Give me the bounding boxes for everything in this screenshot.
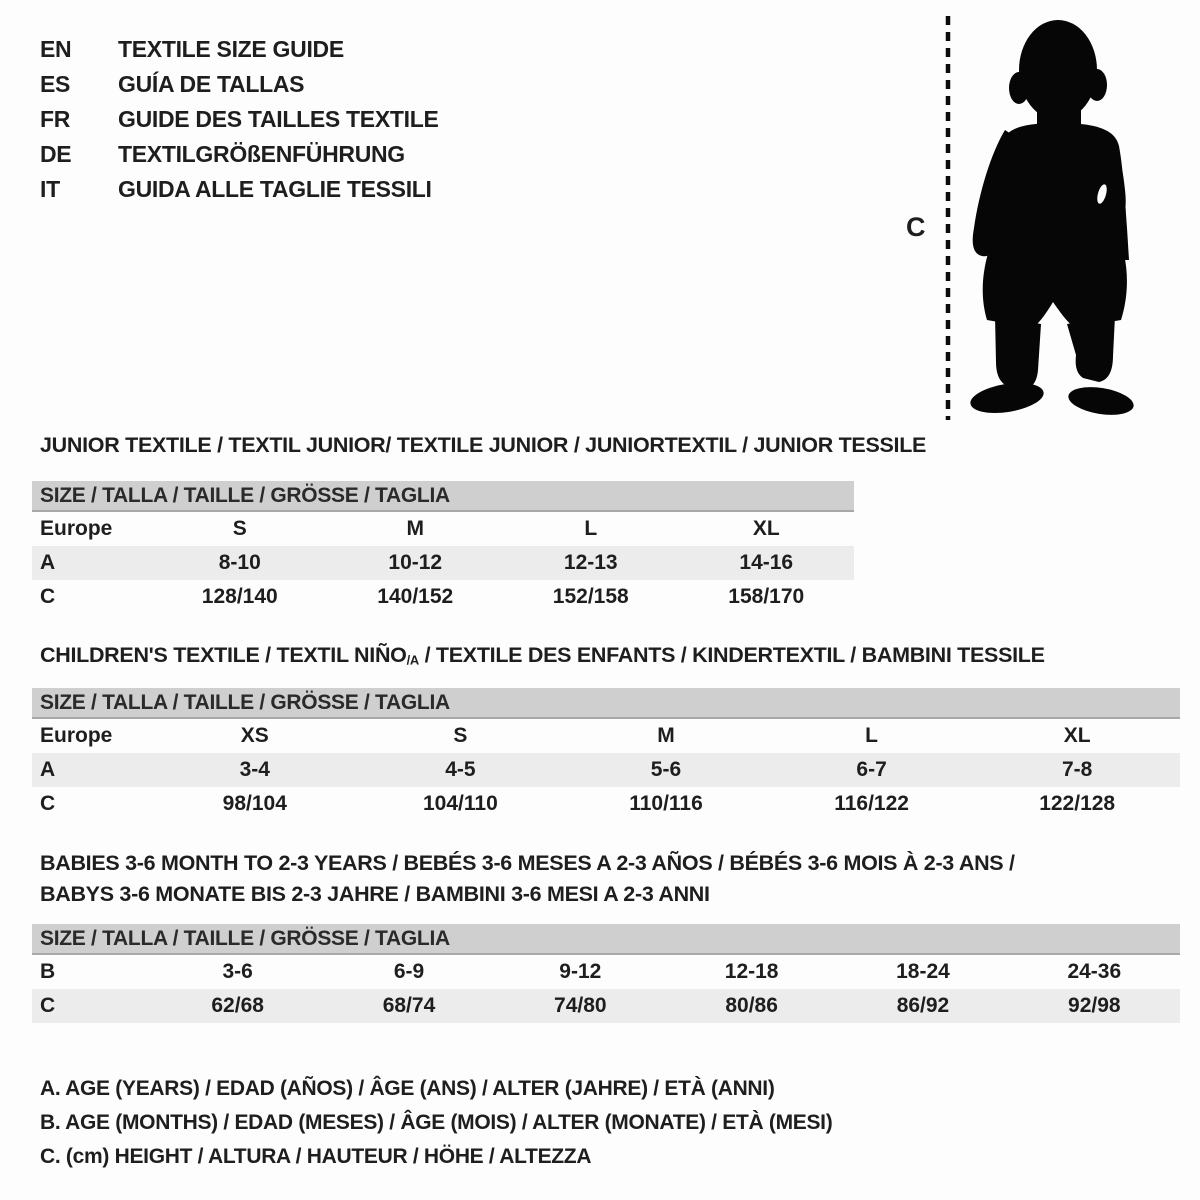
- table-row: [32, 546, 854, 580]
- table-row: [32, 753, 1180, 787]
- children-title-main: CHILDREN'S TEXTILE / TEXTIL NIÑO: [40, 643, 407, 667]
- size-cell: L: [584, 517, 598, 540]
- size-cell: 4-5: [445, 758, 476, 781]
- language-title: TEXTILGRÖßENFÜHRUNG: [118, 141, 405, 167]
- size-header-bar: [32, 481, 854, 512]
- size-cell: 152/158: [552, 585, 629, 608]
- language-code: FR: [40, 106, 71, 132]
- children-title-rest: / TEXTILE DES ENFANTS / KINDERTEXTIL / BAMBINI TESSILE: [418, 643, 1045, 667]
- size-header-label: SIZE / TALLA / TAILLE / GRÖSSE / TAGLIA: [40, 927, 450, 950]
- size-cell: 92/98: [1068, 994, 1121, 1017]
- legend-line-b: B. AGE (MONTHS) / EDAD (MESES) / ÂGE (MOIS) / ALTER (MONATE) / ETÀ (MESI): [40, 1111, 833, 1134]
- language-title: GUIDA ALLE TAGLIE TESSILI: [118, 176, 432, 202]
- size-cell: 3-4: [239, 758, 270, 781]
- size-cell: M: [657, 724, 675, 747]
- size-cell: 128/140: [201, 585, 278, 608]
- size-cell: 12-18: [724, 960, 779, 983]
- language-title: TEXTILE SIZE GUIDE: [118, 36, 344, 62]
- size-cell: 140/152: [377, 585, 454, 608]
- children-size-table: [32, 688, 1180, 821]
- size-header-bar: [32, 688, 1180, 719]
- size-cell: 6-9: [393, 960, 425, 983]
- measurement-legend: [40, 1072, 832, 1174]
- size-cell: 18-24: [896, 960, 950, 983]
- legend-line-c: C. (cm) HEIGHT / ALTURA / HAUTEUR / HÖHE / ALTEZZA: [40, 1145, 592, 1168]
- junior-section-title: JUNIOR TEXTILE / TEXTIL JUNIOR/ TEXTILE JUNIOR / JUNIORTEXTIL / JUNIOR TESSILE: [40, 433, 927, 457]
- language-title: GUÍA DE TALLAS: [118, 71, 305, 97]
- size-cell: 98/104: [222, 792, 287, 815]
- table-row: [32, 989, 1180, 1023]
- row-label: Europe: [40, 517, 113, 540]
- size-cell: 5-6: [650, 758, 682, 781]
- language-code: DE: [40, 141, 72, 167]
- language-row: [40, 172, 439, 207]
- row-label: Europe: [40, 724, 113, 747]
- language-code: IT: [40, 176, 60, 202]
- language-row: [40, 32, 439, 67]
- row-label: B: [40, 960, 56, 983]
- language-code: ES: [40, 71, 71, 97]
- babies-section-title-line2: BABYS 3-6 MONATE BIS 2-3 JAHRE / BAMBINI 3-6 MESI A 2-3 ANNI: [40, 882, 710, 906]
- children-title-sub: /A: [406, 652, 419, 668]
- size-cell: S: [453, 724, 468, 747]
- language-title: GUIDE DES TAILLES TEXTILE: [118, 106, 439, 132]
- size-cell: 80/86: [725, 994, 778, 1017]
- size-cell: 74/80: [554, 994, 607, 1017]
- size-cell: S: [232, 517, 247, 540]
- table-row: [32, 719, 1180, 753]
- size-cell: 122/128: [1039, 792, 1116, 815]
- size-cell: 10-12: [388, 551, 443, 574]
- language-list: [40, 32, 439, 207]
- junior-size-table: [32, 481, 854, 614]
- size-cell: XL: [1063, 724, 1091, 747]
- size-cell: 24-36: [1067, 960, 1122, 983]
- size-cell: 104/110: [423, 792, 498, 815]
- language-code: EN: [40, 36, 72, 62]
- size-cell: 62/68: [211, 994, 264, 1017]
- size-cell: 8-10: [218, 551, 261, 574]
- babies-size-table: [32, 924, 1180, 1023]
- toddler-silhouette-icon: [963, 18, 1138, 418]
- language-row: [40, 102, 439, 137]
- table-row: [32, 955, 1180, 989]
- legend-line-a: A. AGE (YEARS) / EDAD (AÑOS) / ÂGE (ANS) / ALTER (JAHRE) / ETÀ (ANNI): [40, 1077, 775, 1100]
- table-row: [32, 787, 1180, 821]
- size-cell: 9-12: [559, 960, 602, 983]
- row-label: A: [40, 551, 56, 574]
- row-label: A: [40, 758, 56, 781]
- size-cell: 7-8: [1061, 758, 1093, 781]
- size-header-label: SIZE / TALLA / TAILLE / GRÖSSE / TAGLIA: [40, 691, 450, 714]
- size-cell: 110/116: [629, 792, 703, 815]
- height-dashed-line-icon: [945, 16, 951, 420]
- row-label: C: [40, 792, 56, 815]
- size-header-bar: [32, 924, 1180, 955]
- babies-section-title-line1: BABIES 3-6 MONTH TO 2-3 YEARS / BEBÉS 3-6 MESES A 2-3 AÑOS / BÉBÉS 3-6 MOIS À 2-3 ANS /: [40, 851, 1015, 875]
- size-cell: 3-6: [222, 960, 253, 983]
- language-row: [40, 67, 439, 102]
- size-cell: 68/74: [382, 994, 436, 1017]
- row-label: C: [40, 585, 56, 608]
- size-header-label: SIZE / TALLA / TAILLE / GRÖSSE / TAGLIA: [40, 484, 450, 507]
- size-cell: XS: [240, 724, 269, 747]
- height-measure-label: C: [906, 212, 926, 242]
- size-cell: 86/92: [896, 994, 950, 1017]
- size-cell: 158/170: [728, 585, 805, 608]
- size-cell: 14-16: [739, 551, 794, 574]
- language-row: [40, 137, 439, 172]
- row-label: C: [40, 994, 56, 1017]
- size-cell: M: [406, 517, 424, 540]
- size-cell: L: [865, 724, 878, 747]
- size-cell: 116/122: [834, 792, 909, 815]
- size-cell: 12-13: [563, 551, 618, 574]
- size-cell: XL: [752, 517, 780, 540]
- children-section-title: [40, 643, 1045, 672]
- table-row: [32, 512, 854, 546]
- size-cell: 6-7: [856, 758, 887, 781]
- table-row: [32, 580, 854, 614]
